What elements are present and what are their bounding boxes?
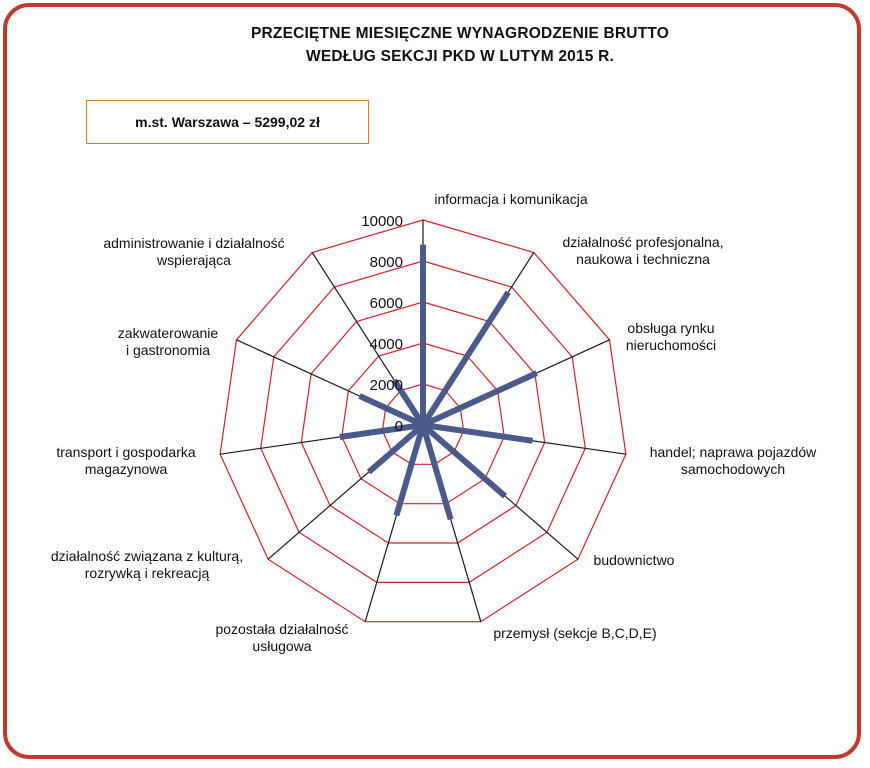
category-label-8: [56, 444, 196, 477]
tick-label-8000: 8000: [369, 254, 403, 271]
category-label-4-line-0: budownictwo: [593, 552, 675, 568]
category-label-8-line-0: transport i gospodarka: [56, 444, 196, 460]
category-label-2-line-0: obsługa rynku: [627, 320, 715, 336]
tick-label-10000: 10000: [361, 213, 403, 230]
category-label-6-line-1: usługowa: [252, 638, 312, 654]
category-label-10: [103, 235, 284, 268]
category-label-2: [626, 320, 716, 353]
annotation-text: m.st. Warszawa – 5299,02 zł: [135, 114, 320, 130]
tick-label-4000: 4000: [369, 336, 403, 353]
category-label-9-line-0: zakwaterowanie: [117, 325, 219, 341]
category-label-2-line-1: nieruchomości: [625, 337, 717, 353]
tick-label-2000: 2000: [369, 377, 403, 394]
category-label-9: [118, 325, 219, 358]
category-label-7-line-0: działalność związana z kulturą,: [50, 548, 244, 564]
category-label-1: [562, 234, 723, 267]
category-label-3-line-0: handel; naprawa pojazdów: [649, 444, 817, 460]
category-label-3: [650, 444, 817, 477]
category-label-10-line-0: administrowanie i działalność: [103, 235, 285, 251]
category-label-0: [434, 191, 587, 207]
tick-label-0: 0: [394, 418, 403, 435]
category-label-6-line-0: pozostała działalność: [215, 621, 349, 637]
category-label-6: [215, 621, 348, 654]
category-label-4: [594, 552, 675, 568]
category-label-8-line-1: magazynowa: [84, 461, 168, 477]
category-label-0-line-0: informacja i komunikacja: [434, 191, 588, 207]
category-label-7-line-1: rozrywką i rekreacją: [84, 565, 210, 581]
category-label-10-line-1: wspierająca: [157, 252, 231, 268]
category-label-7: [51, 548, 243, 581]
category-label-1-line-0: działalność profesjonalna,: [562, 234, 724, 250]
category-label-5-line-0: przemysł (sekcje B,C,D,E): [493, 625, 657, 641]
category-label-3-line-1: samochodowych: [680, 461, 786, 477]
chart-title-line2: WEDŁUG SEKCJI PKD W LUTYM 2015 R.: [305, 48, 615, 65]
tick-label-6000: 6000: [369, 295, 403, 312]
chart-title-line1: PRZECIĘTNE MIESIĘCZNE WYNAGRODZENIE BRUTTO: [250, 25, 670, 42]
category-label-5: [493, 625, 656, 641]
category-label-9-line-1: i gastronomia: [125, 342, 211, 358]
category-label-1-line-1: naukowa i techniczna: [576, 251, 710, 267]
